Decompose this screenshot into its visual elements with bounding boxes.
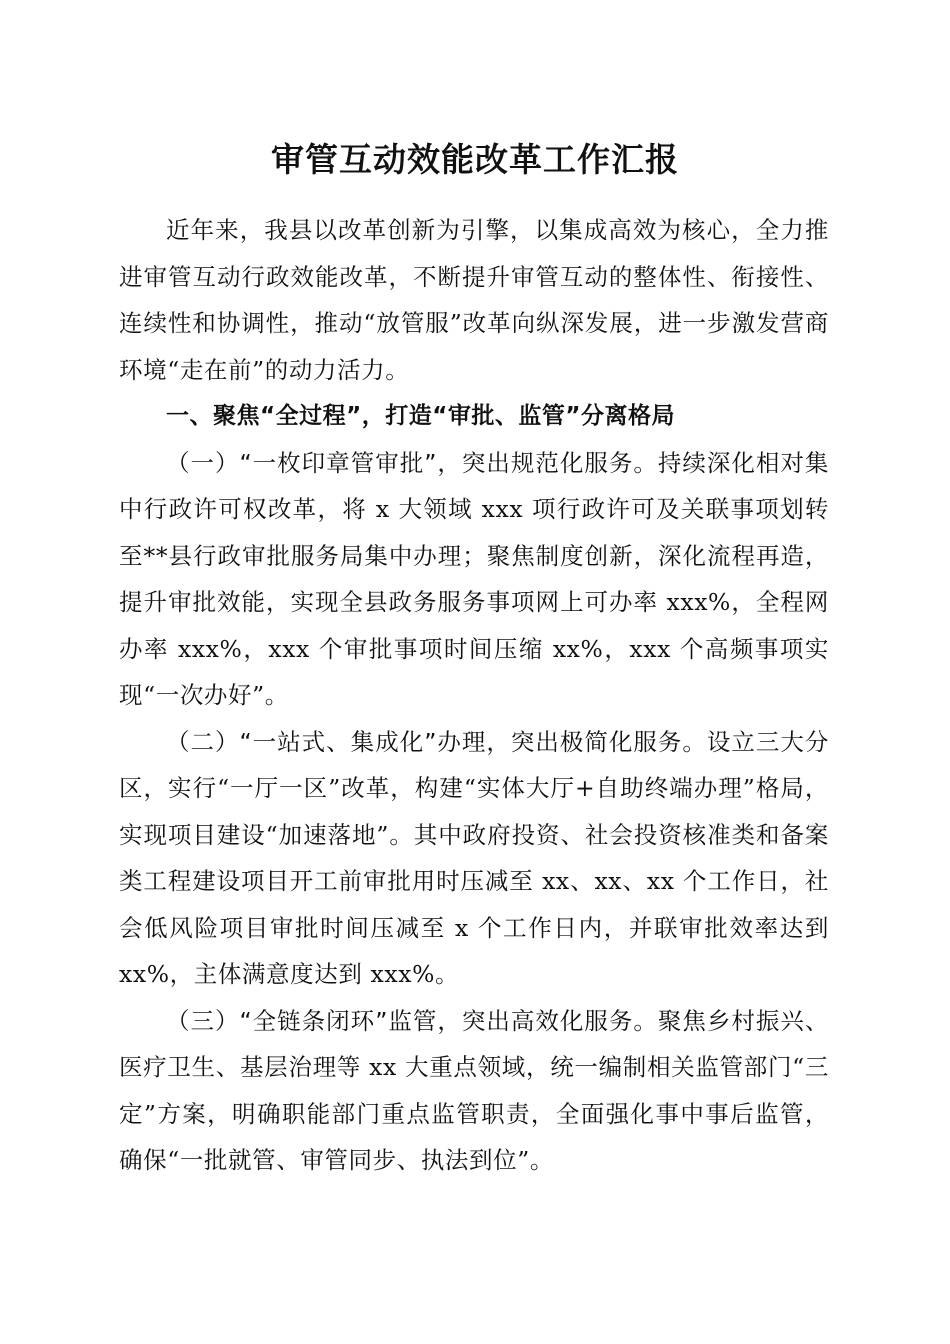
subsection-heading-2: （二）“一站式、集成化”办理，突出极简化服务。 [166,727,707,756]
subsection-text-3: 聚焦乡村振兴、医疗卫生、基层治理等 xx 大重点领域，统一编制相关监管部门“三定”方案，明确职能部门重点监管职责，全面强化事中事后监管，确保“一批就管、审管同步、执法到位”。 [119,1006,830,1174]
subsection-heading-3: （三）“全链条闭环”监管，突出高效化服务。 [166,1006,658,1035]
subsection-paragraph-1 [119,440,829,719]
document-body [119,207,829,1184]
document-title: 审管互动效能改革工作汇报 [271,140,679,179]
subsection-paragraph-3 [119,998,829,1184]
subsection-text-1: 持续深化相对集中行政许可权改革，将 x 大领域 xxx 项行政许可及关联事项划转至**县行政审批服务局集中办理；聚焦制度创新，深化流程再造，提升审批效能，实现全县政务服务事项网上可办率 xxx%，全程网办率 xxx%，xxx 个审批事项时间压缩 xx%，xxx 个高频事项实现“一次办好”。 [119,448,830,709]
subsection-heading-1: （一）“一枚印章管审批”，突出规范化服务。 [166,448,658,477]
subsection-paragraph-2 [119,719,829,998]
subsection-text-2: 设立三大分区，实行“一厅一区”改革，构建“实体大厅+自助终端办理”格局，实现项目建设“加速落地”。其中政府投资、社会投资核准类和备案类工程建设项目开工前审批用时压减至 xx、xx、xx 个工作日，社会低风险项目审批时间压减至 x 个工作日内，并联审批效率达到 xx%，主体满意度达到 xxx%。 [119,727,829,988]
section-heading-1: 一、聚焦“全过程”，打造“审批、监管”分离格局 [166,403,675,429]
intro-paragraph: 近年来，我县以改革创新为引擎，以集成高效为核心，全力推进审管互动行政效能改革，不断提升审管互动的整体性、衔接性、连续性和协调性，推动“放管服”改革向纵深发展，进一步激发营商环境“走在前”的动力活力。 [119,216,829,384]
